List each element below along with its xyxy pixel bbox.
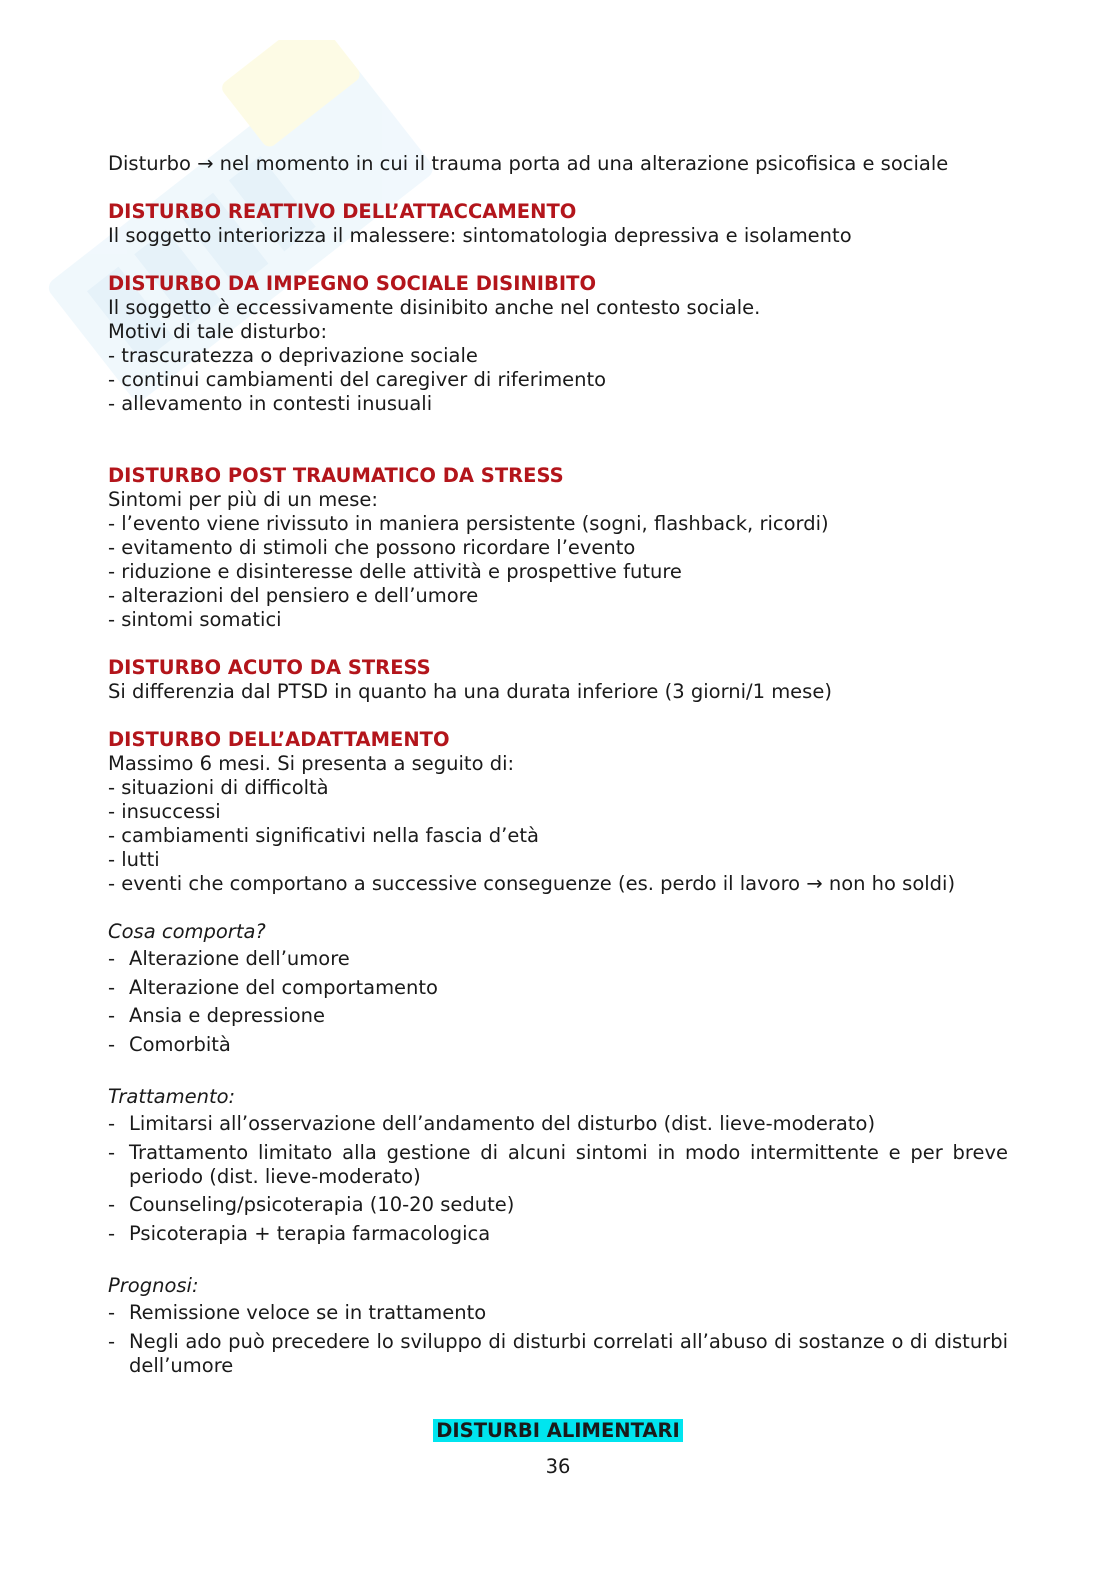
- subsection-effects: [108, 920, 1008, 1057]
- list-item: - Alterazione dell’umore: [108, 947, 350, 970]
- list-item: - Ansia e depressione: [108, 1004, 325, 1027]
- section-heading: DISTURBO REATTIVO DELL’ATTACCAMENTO: [108, 200, 577, 223]
- section-heading: DISTURBO POST TRAUMATICO DA STRESS: [108, 464, 564, 487]
- section-heading: DISTURBO DELL’ADATTAMENTO: [108, 728, 450, 751]
- list-item: - Psicoterapia + terapia farmacologica: [108, 1221, 491, 1245]
- next-chapter-title: DISTURBI ALIMENTARI: [0, 1419, 1116, 1443]
- section-acute-stress: [108, 656, 1008, 704]
- body-line: Si differenzia dal PTSD in quanto ha una durata inferiore (3 giorni/1 mese): [108, 680, 832, 703]
- bullet-dash: -: [108, 1032, 116, 1056]
- arrow-right-icon: →: [197, 152, 214, 175]
- list-item: - Alterazione del comportamento: [108, 975, 438, 999]
- body-line: Il soggetto interiorizza il malessere: sintomatologia depressiva e isolamento: [108, 224, 852, 247]
- bullet-dash: -: [108, 1221, 116, 1245]
- body-line: - evitamento di stimoli che possono ricordare l’evento: [108, 536, 636, 559]
- bullet-dash: -: [108, 1140, 116, 1164]
- list-item: - Limitarsi all’osservazione dell’andamento del disturbo (dist. lieve-moderato): [108, 1112, 876, 1135]
- subsection-title: Trattamento:: [108, 1085, 236, 1108]
- bullet-dash: -: [108, 1301, 116, 1324]
- list-item: - Remissione veloce se in trattamento: [108, 1301, 487, 1324]
- list-item: - Trattamento limitato alla gestione di alcuni sintomi in modo intermittente e per breve periodo (dist. lieve-moderato): [108, 1140, 1008, 1188]
- body-line: - situazioni di difficoltà: [108, 776, 329, 799]
- subsection-title: Cosa comporta?: [108, 920, 266, 943]
- bullet-list: [108, 1301, 1008, 1378]
- body-line: Il soggetto è eccessivamente disinibito anche nel contesto sociale.: [108, 296, 761, 319]
- bullet-list: [108, 947, 1008, 1057]
- document-body: [108, 152, 1008, 1382]
- body-line: Motivi di tale disturbo:: [108, 320, 328, 343]
- body-line: - continui cambiamenti del caregiver di riferimento: [108, 368, 607, 391]
- body-line: - insuccessi: [108, 800, 221, 823]
- intro-line: Disturbo → nel momento in cui il trauma porta ad una alterazione psicofisica e sociale: [108, 152, 949, 175]
- list-item: - Comorbità: [108, 1032, 231, 1056]
- body-line: - alterazioni del pensiero e dell’umore: [108, 584, 479, 607]
- body-line: - allevamento in contesti inusuali: [108, 392, 433, 415]
- section-reactive-attachment: [108, 200, 1008, 248]
- body-line: - sintomi somatici: [108, 608, 282, 631]
- body-line: Sintomi per più di un mese:: [108, 488, 378, 511]
- body-line: Massimo 6 mesi. Si presenta a seguito di:: [108, 752, 515, 775]
- bullet-dash: -: [108, 1004, 116, 1027]
- bullet-dash: -: [108, 1193, 116, 1216]
- subsection-prognosis: [108, 1274, 1008, 1378]
- bullet-dash: -: [108, 947, 116, 970]
- subsection-title: Prognosi:: [108, 1274, 199, 1297]
- body-line: - l’evento viene rivissuto in maniera persistente (sogni, flashback, ricordi): [108, 512, 829, 535]
- bullet-list: [108, 1112, 1008, 1246]
- list-item: - Counseling/psicoterapia (10-20 sedute): [108, 1193, 515, 1216]
- section-disinhibited-social: [108, 272, 1008, 416]
- body-line: - lutti: [108, 848, 160, 871]
- bullet-dash: -: [108, 975, 116, 999]
- body-line: - eventi che comportano a successive conseguenze (es. perdo il lavoro → non ho soldi): [108, 872, 956, 895]
- subsection-treatment: [108, 1085, 1008, 1246]
- bullet-dash: -: [108, 1112, 116, 1135]
- section-adjustment: [108, 728, 1008, 896]
- body-line: - trascuratezza o deprivazione sociale: [108, 344, 478, 367]
- body-line: - riduzione e disinteresse delle attività e prospettive future: [108, 560, 682, 583]
- section-heading: DISTURBO DA IMPEGNO SOCIALE DISINIBITO: [108, 272, 597, 295]
- page-number: 36: [545, 1455, 571, 1478]
- list-item: - Negli ado può precedere lo sviluppo di disturbi correlati all’abuso di sostanze o di disturbi dell’umore: [108, 1329, 1008, 1377]
- section-heading: DISTURBO ACUTO DA STRESS: [108, 656, 431, 679]
- section-ptsd: [108, 464, 1008, 632]
- body-line: - cambiamenti significativi nella fascia d’età: [108, 824, 539, 847]
- bullet-dash: -: [108, 1329, 116, 1353]
- arrow-right-icon: →: [806, 872, 823, 895]
